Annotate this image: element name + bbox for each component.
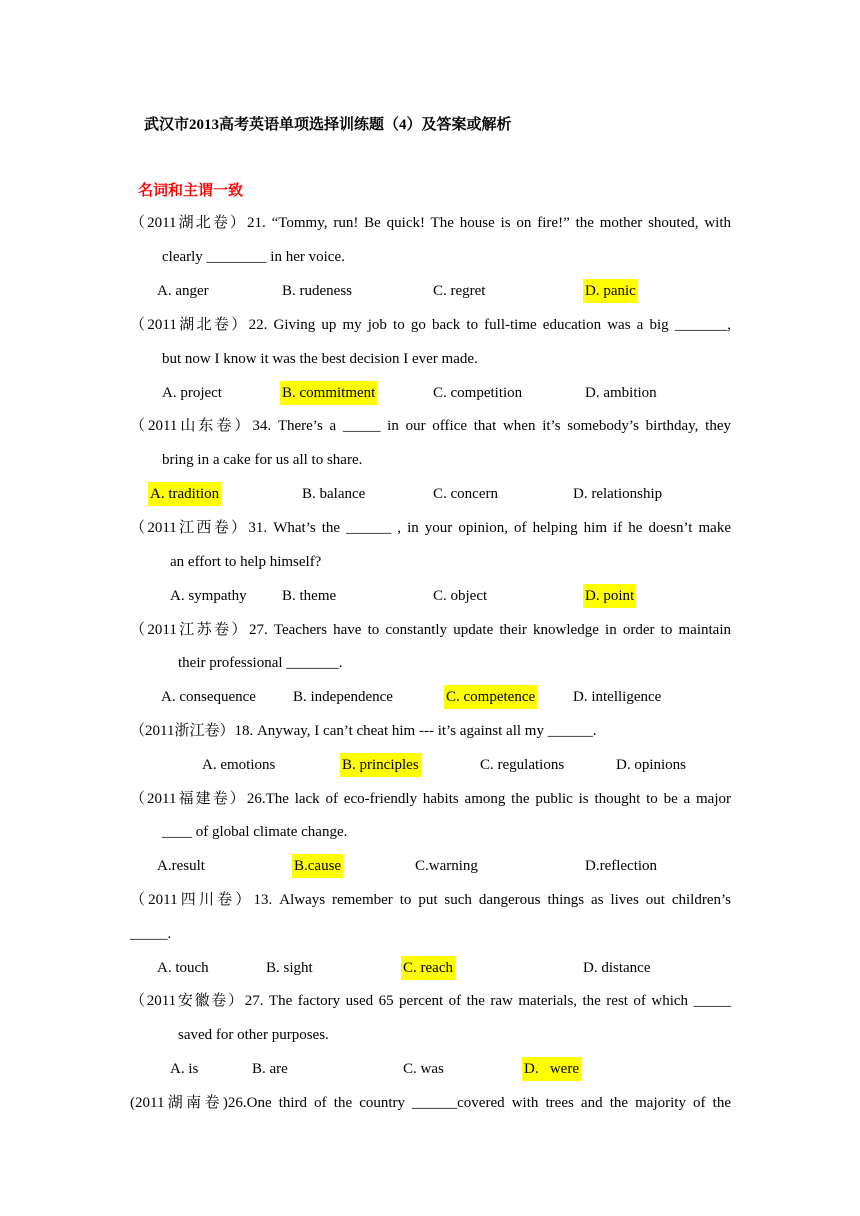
option-b: B. sight (266, 960, 313, 976)
option-b: B. are (252, 1061, 288, 1077)
option-d: D. distance (583, 960, 651, 976)
option-a: A. emotions (202, 757, 276, 773)
option-b-answer: B.cause (292, 854, 343, 878)
option-c: C. competition (433, 385, 523, 401)
option-a: A. sympathy (170, 588, 247, 604)
option-b: B. rudeness (282, 283, 352, 299)
option-d: D. ambition (585, 385, 657, 401)
option-c-answer: C. competence (444, 685, 537, 709)
option-a: A.result (157, 858, 205, 874)
option-d-answer: D. were (522, 1057, 581, 1081)
option-d-answer: D. panic (583, 279, 638, 303)
option-a: A. consequence (161, 689, 256, 705)
option-a-answer: A. tradition (148, 482, 221, 506)
question-continuation: saved for other purposes. (178, 1027, 329, 1043)
option-b: B. balance (302, 486, 366, 502)
option-c: C. regulations (480, 757, 565, 773)
question-continuation: bring in a cake for us all to share. (162, 452, 363, 468)
question-stem: （2011安徽卷）27. The factory used 65 percent of the raw materials, the rest of which _____ (130, 993, 731, 1009)
option-b-answer: B. commitment (280, 381, 377, 405)
option-b: B. independence (293, 689, 393, 705)
option-c: C.warning (415, 858, 478, 874)
option-d: D. intelligence (573, 689, 662, 705)
option-d: D. opinions (616, 757, 687, 773)
option-c: C. was (403, 1061, 444, 1077)
question-continuation: _____. (130, 926, 172, 942)
section-heading: 名词和主谓一致 (138, 181, 244, 199)
option-a: A. touch (157, 960, 209, 976)
question-continuation: clearly ________ in her voice. (162, 249, 345, 265)
option-d: D.reflection (585, 858, 658, 874)
option-c: C. concern (433, 486, 498, 502)
option-b: B. theme (282, 588, 337, 604)
option-d-answer: D. point (583, 584, 636, 608)
question-continuation: their professional _______. (178, 655, 343, 671)
option-c-answer: C. reach (401, 956, 455, 980)
question-continuation: an effort to help himself? (170, 554, 322, 570)
question-stem: （2011福建卷）26.The lack of eco-friendly habits among the public is thought to be a major (130, 791, 731, 807)
question-continuation: ____ of global climate change. (162, 824, 348, 840)
question-stem: （2011浙江卷）18. Anyway, I can’t cheat him --- it’s against all my ______. (130, 723, 597, 739)
option-c: C. object (433, 588, 488, 604)
option-a: A. project (162, 385, 222, 401)
question-stem: （2011江西卷）31. What’s the ______ , in your opinion, of helping him if he doesn’t make (130, 520, 731, 536)
option-c: C. regret (433, 283, 486, 299)
question-stem: （2011湖北卷）21. “Tommy, run! Be quick! The house is on fire!” the mother shouted, with (130, 215, 731, 231)
question-stem: （2011四川卷）13. Always remember to put such dangerous things as lives out children’s (130, 892, 731, 908)
question-continuation: but now I know it was the best decision I ever made. (162, 351, 478, 367)
question-stem: （2011湖北卷）22. Giving up my job to go back to full-time education was a big _______, (130, 317, 731, 333)
option-a: A. is (170, 1061, 199, 1077)
option-b-answer: B. principles (340, 753, 421, 777)
option-d: D. relationship (573, 486, 663, 502)
question-stem: (2011湖南卷)26.One third of the country ______covered with trees and the majority of the (130, 1095, 731, 1111)
option-a: A. anger (157, 283, 209, 299)
question-stem: （2011江苏卷）27. Teachers have to constantly update their knowledge in order to maintain (130, 622, 731, 638)
page-title: 武汉市2013高考英语单项选择训练题（4）及答案或解析 (144, 117, 512, 133)
question-stem: （2011山东卷）34. There’s a _____ in our office that when it’s somebody’s birthday, they (130, 418, 731, 434)
